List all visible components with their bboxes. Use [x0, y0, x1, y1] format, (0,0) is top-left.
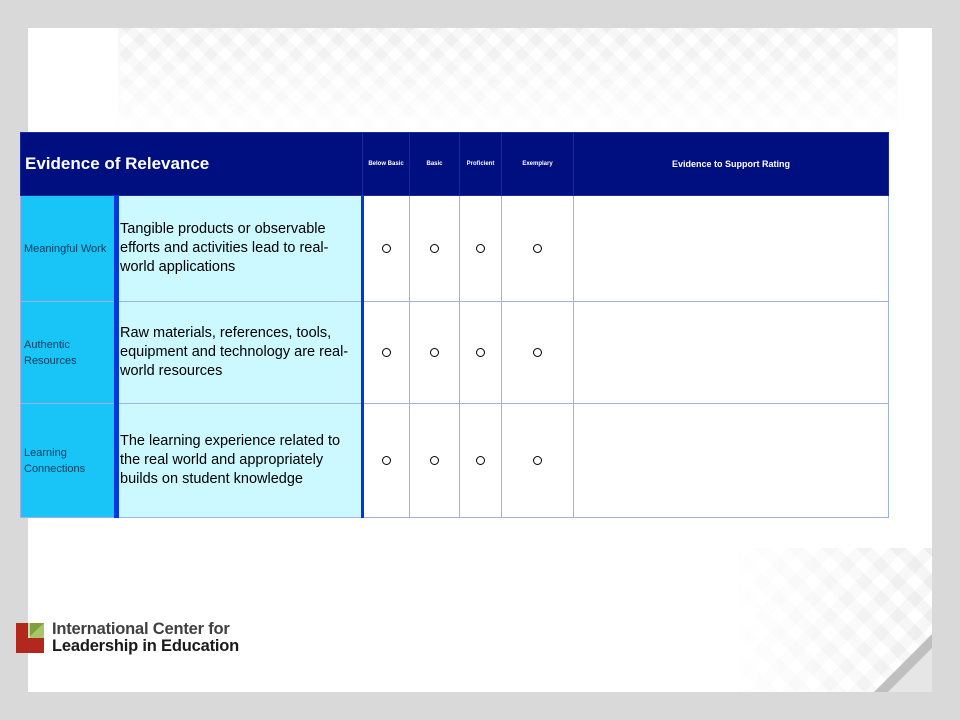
logo-line-1: International Center for — [52, 620, 230, 638]
rating-cell-below-basic — [363, 196, 410, 302]
rating-radio-exemplary[interactable] — [533, 456, 542, 465]
evidence-cell[interactable] — [574, 404, 889, 518]
rating-cell-proficient — [460, 302, 502, 404]
rating-cell-exemplary — [502, 404, 574, 518]
column-header-exemplary: Exemplary — [502, 133, 574, 196]
rubric-table — [20, 132, 889, 518]
row-description: The learning experience related to the real world and appropriately builds on student knowledge — [117, 404, 363, 518]
column-header-proficient: Proficient — [460, 133, 502, 196]
rating-radio-basic[interactable] — [430, 456, 439, 465]
rating-cell-basic — [410, 404, 460, 518]
page-corner-fold-inner — [888, 648, 932, 692]
rating-radio-below-basic[interactable] — [382, 244, 391, 253]
rubric-header-row — [21, 133, 889, 196]
rating-radio-basic[interactable] — [430, 348, 439, 357]
rating-cell-below-basic — [363, 404, 410, 518]
column-header-below-basic: Below Basic — [363, 133, 410, 196]
rating-cell-exemplary — [502, 302, 574, 404]
row-label: Meaningful Work — [21, 196, 117, 302]
rating-radio-exemplary[interactable] — [533, 348, 542, 357]
logo-text — [52, 621, 239, 655]
rating-radio-proficient[interactable] — [476, 244, 485, 253]
rating-radio-below-basic[interactable] — [382, 456, 391, 465]
row-description: Raw materials, references, tools, equipment and technology are real-world resources — [117, 302, 363, 404]
rating-radio-below-basic[interactable] — [382, 348, 391, 357]
rating-cell-proficient — [460, 404, 502, 518]
column-header-evidence: Evidence to Support Rating — [574, 133, 889, 196]
rubric-title: Evidence of Relevance — [21, 133, 363, 196]
logo-mark-icon — [16, 623, 44, 653]
background-pattern-top — [118, 28, 898, 138]
rating-cell-below-basic — [363, 302, 410, 404]
rating-radio-basic[interactable] — [430, 244, 439, 253]
rubric-row-meaningful-work — [21, 196, 889, 302]
row-label: Authentic Resources — [21, 302, 117, 404]
rating-cell-basic — [410, 196, 460, 302]
rubric-row-authentic-resources — [21, 302, 889, 404]
rating-radio-exemplary[interactable] — [533, 244, 542, 253]
row-label: Learning Connections — [21, 404, 117, 518]
rubric-row-learning-connections — [21, 404, 889, 518]
rating-cell-basic — [410, 302, 460, 404]
evidence-cell[interactable] — [574, 196, 889, 302]
column-header-basic: Basic — [410, 133, 460, 196]
rating-radio-proficient[interactable] — [476, 348, 485, 357]
organization-logo — [16, 621, 276, 657]
rating-cell-proficient — [460, 196, 502, 302]
rating-radio-proficient[interactable] — [476, 456, 485, 465]
rating-cell-exemplary — [502, 196, 574, 302]
evidence-cell[interactable] — [574, 302, 889, 404]
logo-line-2: Leadership in Education — [52, 637, 240, 655]
row-description: Tangible products or observable efforts and activities lead to real-world applications — [117, 196, 363, 302]
